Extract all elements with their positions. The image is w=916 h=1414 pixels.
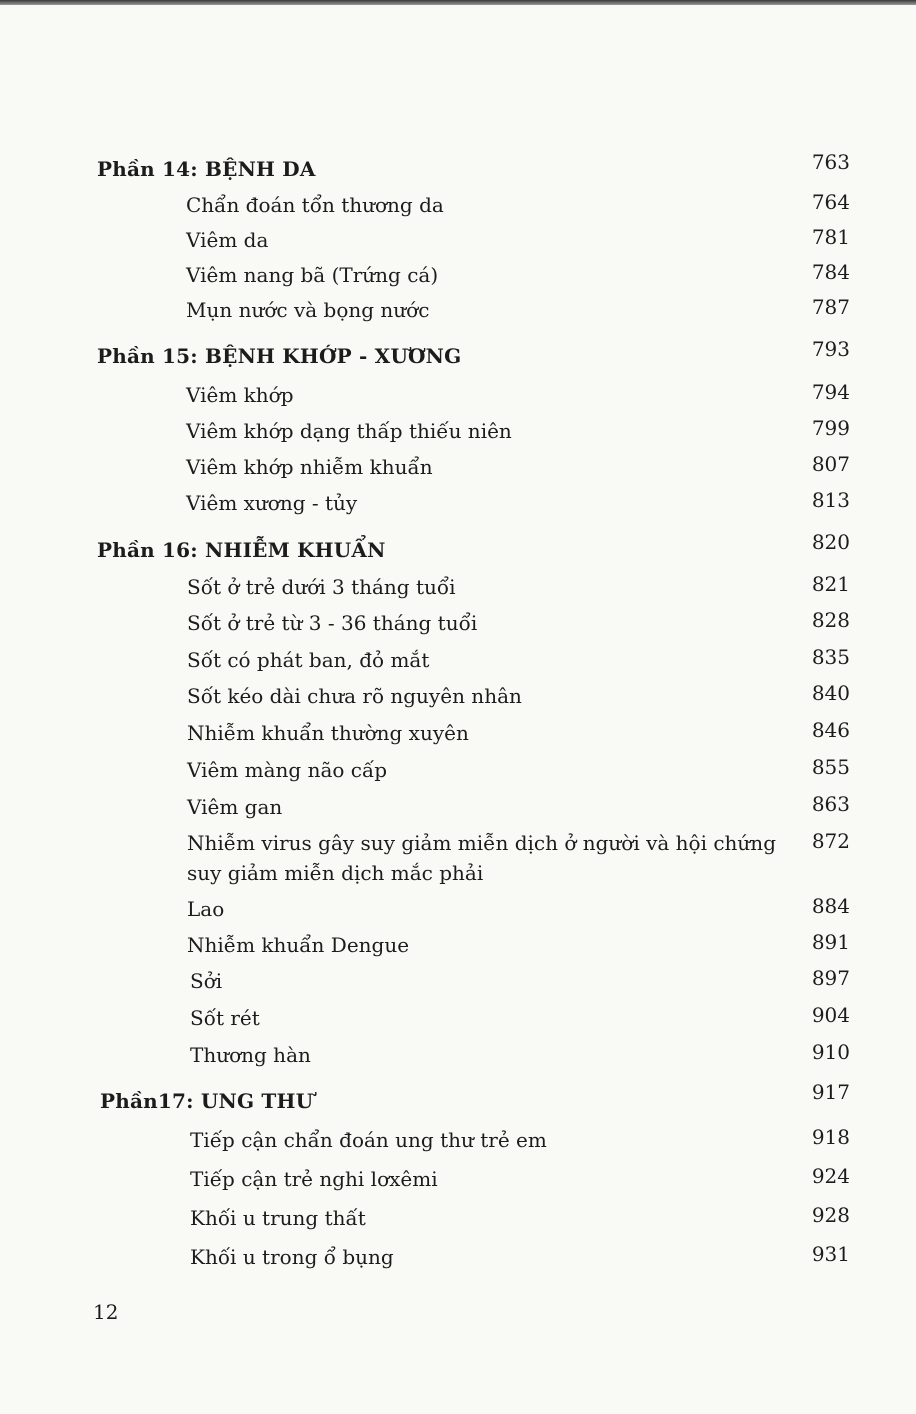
toc-entry: Lao — [187, 897, 225, 921]
toc-entry-page: 891 — [811, 930, 850, 954]
toc-entry: Viêm da — [186, 228, 269, 252]
toc-entry-page: 904 — [811, 1003, 850, 1027]
toc-entry-page: 872 — [811, 829, 850, 853]
toc-entry: Sốt kéo dài chưa rõ nguyên nhân — [187, 684, 522, 708]
section-title: Phần 16: NHIỄM KHUẨN — [97, 538, 386, 562]
page-number: 12 — [93, 1300, 119, 1324]
toc-entry-page: 781 — [811, 225, 850, 249]
toc-entry: Nhiễm khuẩn Dengue — [187, 933, 410, 957]
toc-entry-page: 813 — [811, 488, 850, 512]
toc-entry: Mụn nước và bọng nước — [186, 298, 430, 322]
toc-entry: Sốt có phát ban, đỏ mắt — [187, 648, 430, 672]
toc-entry-page: 846 — [811, 718, 850, 742]
toc-entry: Viêm khớp — [186, 383, 294, 407]
toc-entry: Nhiễm khuẩn thường xuyên — [187, 721, 469, 745]
toc-entry-page: 924 — [811, 1164, 850, 1188]
toc-entry-page: 828 — [811, 608, 850, 632]
toc-entry: Thương hàn — [190, 1043, 311, 1067]
toc-entry: Viêm màng não cấp — [187, 758, 388, 782]
toc-entry-page: 799 — [811, 416, 850, 440]
toc-entry-page: 855 — [811, 755, 850, 779]
toc-entry-page: 787 — [811, 295, 850, 319]
section-page: 793 — [811, 337, 850, 361]
toc-entry: Sởi — [190, 969, 223, 993]
section-page: 820 — [811, 530, 850, 554]
section-title: Phần17: UNG THƯ — [100, 1089, 314, 1113]
toc-entry: Viêm khớp nhiễm khuẩn — [186, 455, 433, 479]
toc-entry-page: 928 — [811, 1203, 850, 1227]
toc-entry: Nhiễm virus gây suy giảm miễn dịch ở người và hội chứng suy giảm miễn dịch mắc phải — [187, 831, 776, 885]
toc-entry-page: 863 — [811, 792, 850, 816]
toc-entry: Viêm khớp dạng thấp thiếu niên — [186, 419, 512, 443]
toc-entry-page: 931 — [811, 1242, 850, 1266]
section-page: 763 — [811, 150, 850, 174]
toc-entry-page: 910 — [811, 1040, 850, 1064]
toc-entry: Viêm gan — [187, 795, 283, 819]
toc-entry-page: 794 — [811, 380, 850, 404]
toc-entry: Sốt rét — [190, 1006, 260, 1030]
section-title: Phần 14: BỆNH DA — [97, 157, 316, 181]
toc-entry-page: 918 — [811, 1125, 850, 1149]
toc-entry-page: 897 — [811, 966, 850, 990]
toc-entry-page: 807 — [811, 452, 850, 476]
toc-entry-page: 840 — [811, 681, 850, 705]
toc-entry-page: 821 — [811, 572, 850, 596]
toc-entry-page: 884 — [811, 894, 850, 918]
toc-entry: Tiếp cận chẩn đoán ung thư trẻ em — [190, 1128, 547, 1152]
toc-entry: Viêm xương - tủy — [186, 491, 358, 515]
toc-entry-page: 784 — [811, 260, 850, 284]
toc-entry-page: 764 — [811, 190, 850, 214]
section-page: 917 — [811, 1080, 850, 1104]
toc-entry: Sốt ở trẻ từ 3 - 36 tháng tuổi — [187, 611, 478, 635]
toc-entry: Viêm nang bã (Trứng cá) — [186, 263, 439, 287]
toc-entry: Sốt ở trẻ dưới 3 tháng tuổi — [187, 575, 456, 599]
toc-entry: Tiếp cận trẻ nghi lơxêmi — [190, 1167, 438, 1191]
section-title: Phần 15: BỆNH KHỚP - XƯƠNG — [97, 344, 462, 368]
toc-entry-page: 835 — [811, 645, 850, 669]
toc-entry: Khối u trung thất — [190, 1206, 366, 1230]
toc-entry: Khối u trong ổ bụng — [190, 1245, 394, 1269]
toc-entry: Chẩn đoán tổn thương da — [186, 193, 444, 217]
